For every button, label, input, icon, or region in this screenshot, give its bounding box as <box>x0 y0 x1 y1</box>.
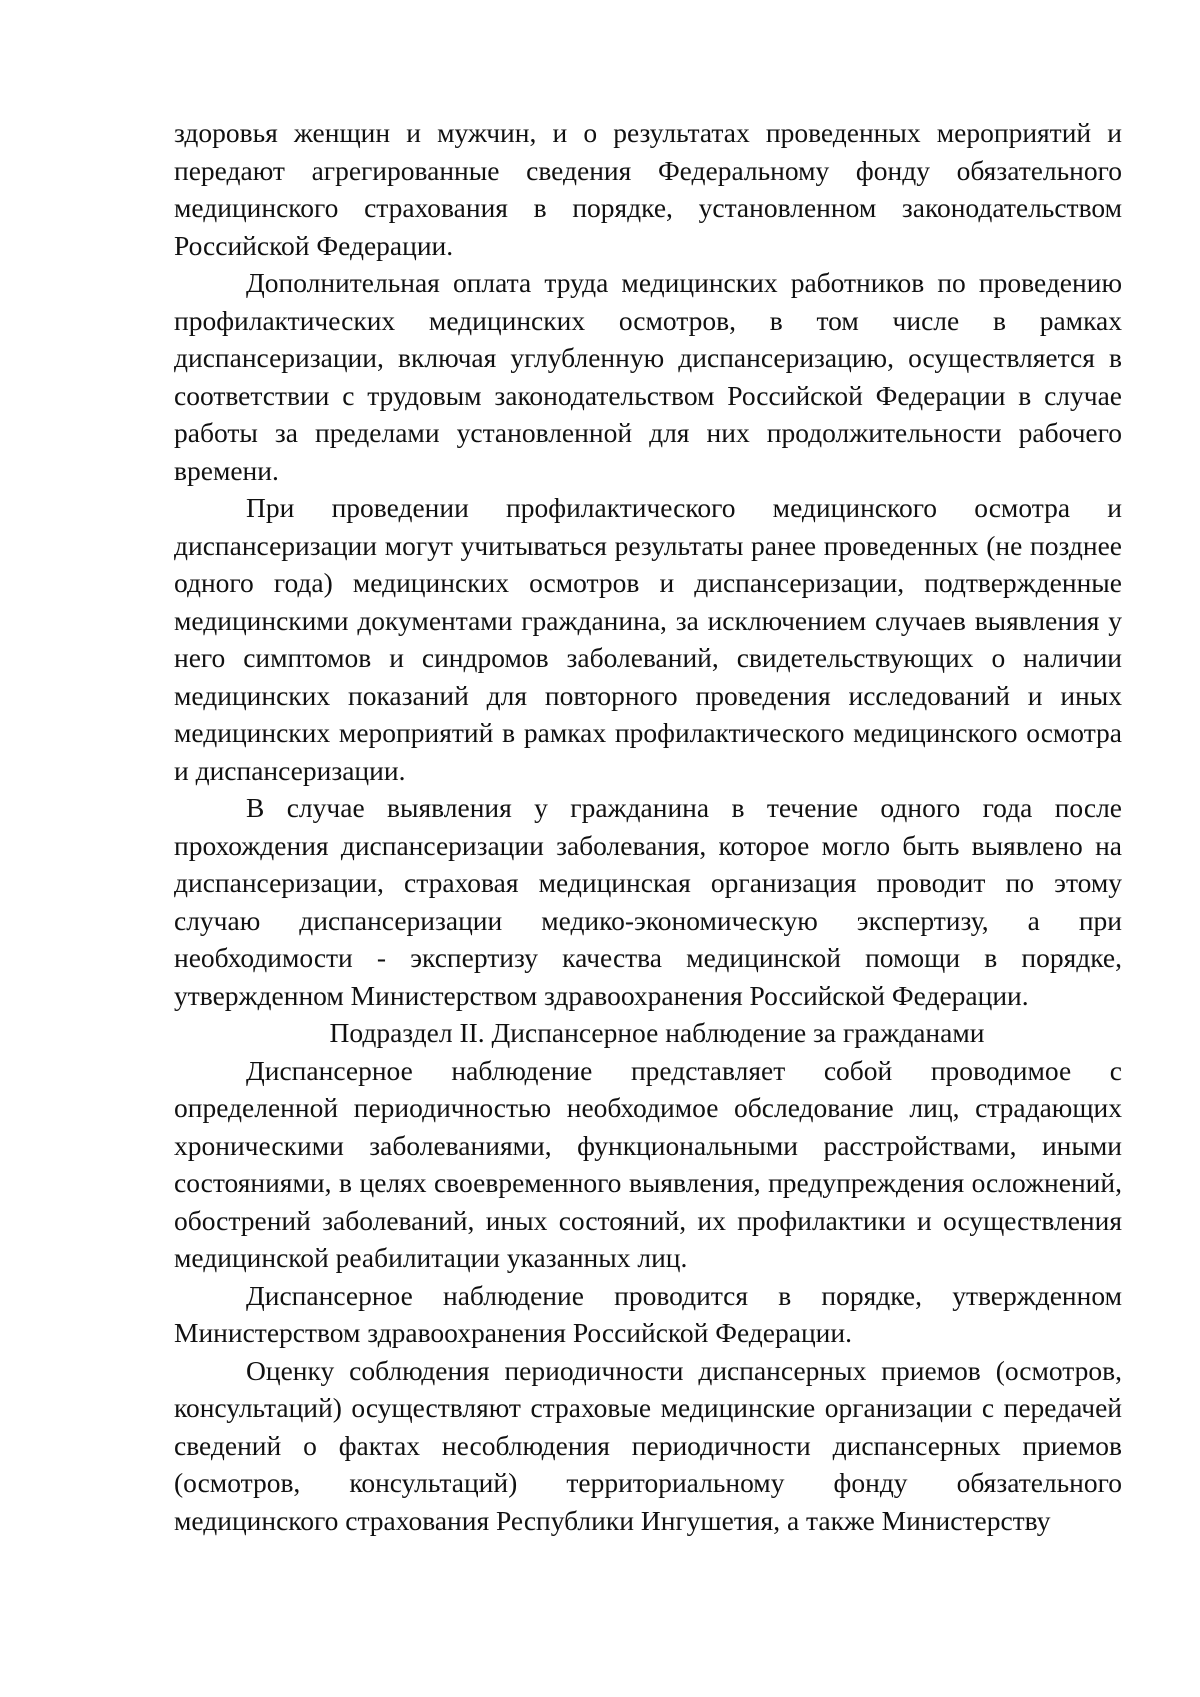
document-page <box>174 114 1122 1539</box>
paragraph-2: Дополнительная оплата труда медицинских работников по проведению профилактических медицинских осмотров, в том числе в рамках диспансеризации, включая углубленную диспансеризацию, осуществляется в соответствии с трудовым законодательством Российской Федерации в случае работы за пределами установленной для них продолжительности рабочего времени. <box>174 267 1122 486</box>
paragraph-1: здоровья женщин и мужчин, и о результатах проведенных мероприятий и передают агрегированные сведения Федеральному фонду обязательного медицинского страхования в порядке, установленном законодательством Российской Федерации. <box>174 117 1122 261</box>
section-heading: Подраздел II. Диспансерное наблюдение за гражданами <box>329 1017 985 1048</box>
paragraph-7: Оценку соблюдения периодичности диспансерных приемов (осмотров, консультаций) осуществляют страховые медицинские организации с передачей сведений о фактах несоблюдения периодичности диспансерных приемов (осмотров, консультаций) территориальному фонду обязательного медицинского страхования Республики Ингушетия, а также Министерству <box>174 1354 1122 1536</box>
paragraph-4: В случае выявления у гражданина в течение одного года после прохождения диспансеризации заболевания, которое могло быть выявлено на диспансеризации, страховая медицинская организация проводит по этому случаю диспансеризации медико-экономическую экспертизу, а при необходимости - экспертизу качества медицинской помощи в порядке, утвержденном Министерством здравоохранения Российской Федерации. <box>174 792 1122 1011</box>
paragraph-5: Диспансерное наблюдение представляет собой проводимое с определенной периодичностью необходимое обследование лиц, страдающих хроническими заболеваниями, функциональными расстройствами, иными состояниями, в целях своевременного выявления, предупреждения осложнений, обострений заболеваний, иных состояний, их профилактики и осуществления медицинской реабилитации указанных лиц. <box>174 1054 1122 1273</box>
paragraph-6: Диспансерное наблюдение проводится в порядке, утвержденном Министерством здравоохранения Российской Федерации. <box>174 1279 1122 1348</box>
paragraph-3: При проведении профилактического медицинского осмотра и диспансеризации могут учитываться результаты ранее проведенных (не позднее одного года) медицинских осмотров и диспансеризации, подтвержденные медицинскими документами гражданина, за исключением случаев выявления у него симптомов и синдромов заболеваний, свидетельствующих о наличии медицинских показаний для повторного проведения исследований и иных медицинских мероприятий в рамках профилактического медицинского осмотра и диспансеризации. <box>174 492 1122 786</box>
